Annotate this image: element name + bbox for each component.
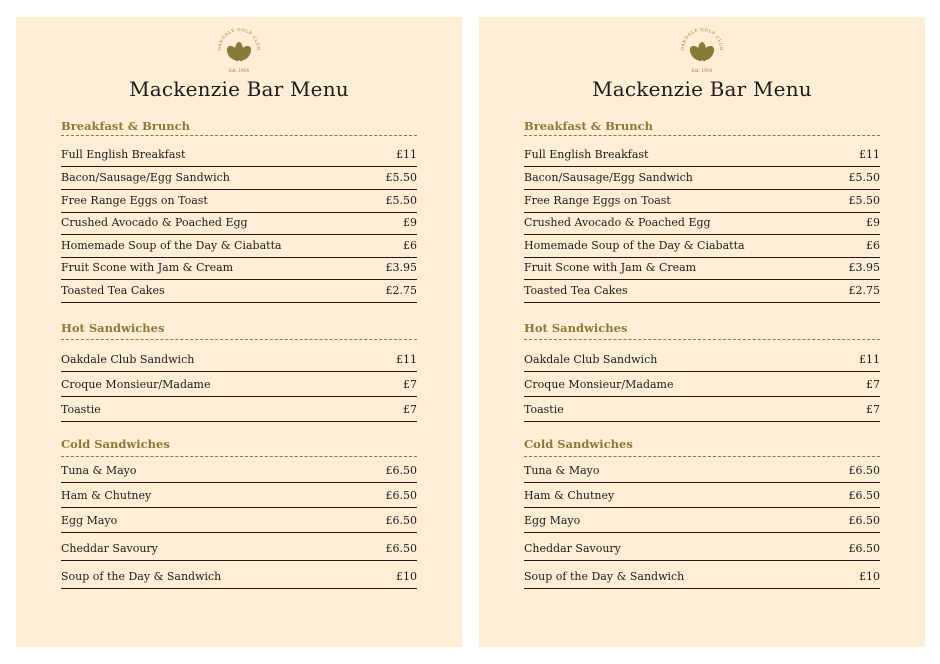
section-divider — [61, 135, 417, 136]
menu-item — [524, 561, 880, 589]
item-price: £11 — [859, 148, 880, 161]
menu-item — [61, 533, 417, 561]
section-title-hot-sandwiches: Hot Sandwiches — [61, 321, 165, 335]
item-price: £9 — [403, 216, 417, 229]
item-name: Croque Monsieur/Madame — [61, 378, 211, 391]
menu-item — [61, 372, 417, 397]
menu-item — [524, 213, 880, 235]
svg-text:OAKDALE GOLF CLUB: OAKDALE GOLF CLUB — [679, 26, 725, 51]
item-name: Egg Mayo — [61, 514, 118, 527]
item-price: £6 — [403, 239, 417, 252]
item-name: Ham & Chutney — [61, 489, 152, 502]
item-name: Egg Mayo — [524, 514, 581, 527]
section-divider — [524, 456, 880, 457]
menu-item — [524, 167, 880, 190]
item-name: Oakdale Club Sandwich — [61, 353, 195, 366]
section-title-hot-sandwiches: Hot Sandwiches — [524, 321, 628, 335]
item-price: £6.50 — [385, 464, 417, 477]
item-name: Free Range Eggs on Toast — [524, 194, 671, 207]
menu-item — [61, 280, 417, 303]
item-name: Tuna & Mayo — [524, 464, 600, 477]
item-price: £6.50 — [385, 542, 417, 555]
oak-leaf-crest-icon — [674, 25, 730, 75]
item-price: £5.50 — [848, 171, 880, 184]
item-price: £11 — [396, 353, 417, 366]
item-name: Fruit Scone with Jam & Cream — [61, 261, 234, 274]
menu-item — [524, 143, 880, 167]
item-name: Free Range Eggs on Toast — [61, 194, 208, 207]
svg-text:Est. 1914: Est. 1914 — [228, 68, 250, 73]
item-price: £7 — [403, 378, 417, 391]
item-name: Homemade Soup of the Day & Ciabatta — [61, 239, 282, 252]
svg-text:Est. 1914: Est. 1914 — [691, 68, 713, 73]
menu-item — [61, 167, 417, 190]
item-price: £6.50 — [385, 514, 417, 527]
menu-item — [61, 458, 417, 483]
menu-item — [61, 347, 417, 372]
item-name: Soup of the Day & Sandwich — [61, 570, 222, 583]
item-name: Toasted Tea Cakes — [524, 284, 628, 297]
item-price: £6.50 — [848, 514, 880, 527]
item-name: Croque Monsieur/Madame — [524, 378, 674, 391]
menu-item — [524, 372, 880, 397]
item-price: £10 — [859, 570, 880, 583]
item-name: Toastie — [61, 403, 101, 416]
item-price: £5.50 — [385, 194, 417, 207]
menu-item — [524, 458, 880, 483]
menu-item — [61, 561, 417, 589]
item-price: £6 — [866, 239, 880, 252]
item-price: £11 — [396, 148, 417, 161]
item-price: £6.50 — [848, 489, 880, 502]
menu-item — [524, 347, 880, 372]
svg-text:OAKDALE GOLF CLUB: OAKDALE GOLF CLUB — [216, 26, 262, 51]
item-price: £2.75 — [848, 284, 880, 297]
menu-item — [61, 508, 417, 533]
item-name: Fruit Scone with Jam & Cream — [524, 261, 697, 274]
item-price: £7 — [866, 378, 880, 391]
item-name: Toasted Tea Cakes — [61, 284, 165, 297]
menu-item — [61, 397, 417, 422]
item-name: Full English Breakfast — [524, 148, 649, 161]
menu-item — [61, 483, 417, 508]
item-name: Bacon/Sausage/Egg Sandwich — [61, 171, 230, 184]
menu-item — [524, 397, 880, 422]
item-name: Oakdale Club Sandwich — [524, 353, 658, 366]
item-name: Crushed Avocado & Poached Egg — [524, 216, 711, 229]
item-price: £9 — [866, 216, 880, 229]
menu-item — [61, 143, 417, 167]
section-title-breakfast: Breakfast & Brunch — [61, 119, 190, 133]
section-divider — [61, 456, 417, 457]
menu-item — [524, 190, 880, 213]
item-price: £10 — [396, 570, 417, 583]
menu-item — [524, 258, 880, 280]
section-title-cold-sandwiches: Cold Sandwiches — [524, 437, 633, 451]
menu-item — [524, 280, 880, 303]
menu-item — [524, 508, 880, 533]
menu-item — [61, 190, 417, 213]
oak-leaf-crest-icon — [211, 25, 267, 75]
section-divider — [524, 339, 880, 340]
item-price: £6.50 — [385, 489, 417, 502]
item-price: £7 — [866, 403, 880, 416]
item-price: £2.75 — [385, 284, 417, 297]
item-name: Cheddar Savoury — [524, 542, 621, 555]
menu-page-right — [479, 17, 925, 647]
item-name: Bacon/Sausage/Egg Sandwich — [524, 171, 693, 184]
menu-item — [61, 258, 417, 280]
item-name: Toastie — [524, 403, 564, 416]
section-title-cold-sandwiches: Cold Sandwiches — [61, 437, 170, 451]
item-name: Soup of the Day & Sandwich — [524, 570, 685, 583]
item-name: Full English Breakfast — [61, 148, 186, 161]
section-title-breakfast: Breakfast & Brunch — [524, 119, 653, 133]
menu-title: Mackenzie Bar Menu — [592, 77, 812, 101]
item-price: £7 — [403, 403, 417, 416]
item-name: Crushed Avocado & Poached Egg — [61, 216, 248, 229]
item-price: £3.95 — [385, 261, 417, 274]
menu-item — [61, 235, 417, 258]
item-price: £5.50 — [385, 171, 417, 184]
menu-page-left — [16, 17, 462, 647]
item-price: £3.95 — [848, 261, 880, 274]
menu-item — [524, 235, 880, 258]
item-price: £11 — [859, 353, 880, 366]
section-divider — [524, 135, 880, 136]
item-name: Ham & Chutney — [524, 489, 615, 502]
menu-item — [61, 213, 417, 235]
menu-title: Mackenzie Bar Menu — [129, 77, 349, 101]
item-price: £6.50 — [848, 542, 880, 555]
section-divider — [61, 339, 417, 340]
menu-item — [524, 533, 880, 561]
item-name: Tuna & Mayo — [61, 464, 137, 477]
item-price: £5.50 — [848, 194, 880, 207]
menu-item — [524, 483, 880, 508]
item-name: Cheddar Savoury — [61, 542, 158, 555]
item-price: £6.50 — [848, 464, 880, 477]
item-name: Homemade Soup of the Day & Ciabatta — [524, 239, 745, 252]
